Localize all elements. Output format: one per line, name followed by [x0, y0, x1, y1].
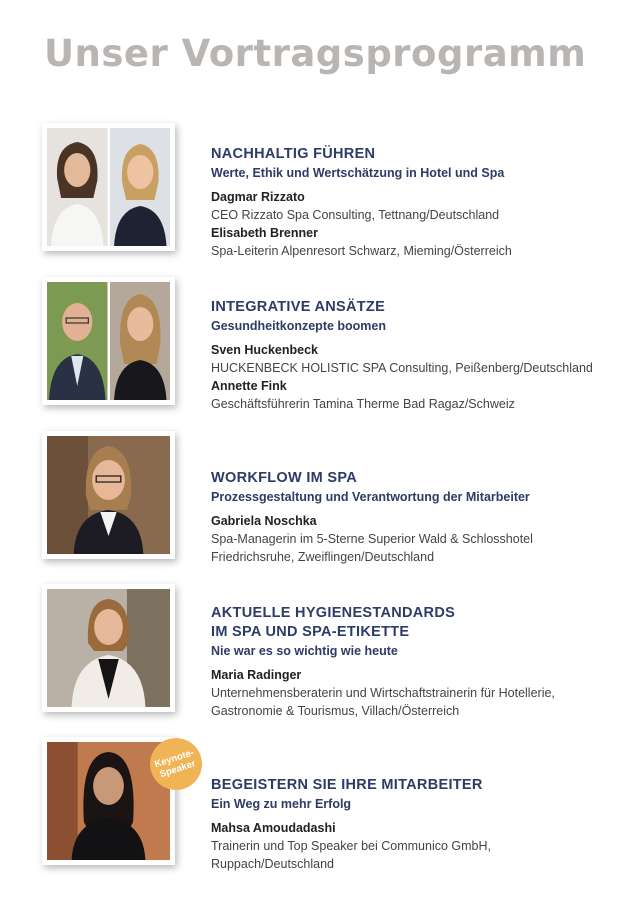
speaker-name: Dagmar Rizzato [211, 190, 305, 204]
talk-title: INTEGRATIVE ANSÄTZE [211, 299, 386, 315]
talk-title-line-1: AKTUELLE HYGIENESTANDARDS [211, 605, 456, 621]
speaker-name: Annette Fink [211, 379, 287, 393]
portrait-maria-radinger [47, 589, 170, 707]
speaker-photo-talk-1 [42, 123, 175, 251]
speaker-name: Sven Huckenbeck [211, 343, 318, 357]
talk-subtitle: Ein Weg zu mehr Erfolg [211, 797, 352, 811]
portrait-sven-huckenbeck [47, 282, 108, 400]
portrait-gabriela-noschka [47, 436, 170, 554]
speaker-role: HUCKENBECK HOLISTIC SPA Consulting, Peißenberg/Deutschland [211, 361, 593, 375]
speaker-name: Elisabeth Brenner [211, 226, 318, 240]
talk-subtitle: Prozessgestaltung und Verantwortung der Mitarbeiter [211, 490, 530, 504]
talk-subtitle: Werte, Ethik und Wertschätzung in Hotel und Spa [211, 166, 505, 180]
talk-subtitle: Gesundheitkonzepte boomen [211, 319, 387, 333]
portrait-elisabeth-brenner [108, 128, 171, 246]
speaker-name: Gabriela Noschka [211, 514, 317, 528]
page-title: Unser Vortragsprogramm [44, 32, 587, 75]
badge-label: Keynote- Speaker [153, 747, 197, 781]
portrait-dagmar-rizzato [47, 128, 108, 246]
speaker-photo-talk-2 [42, 277, 175, 405]
speaker-role: CEO Rizzato Spa Consulting, Tettnang/Deutschland [211, 208, 500, 222]
speaker-role: Spa-Leiterin Alpenresort Schwarz, Mieming/Österreich [211, 244, 512, 258]
speaker-photo-talk-3 [42, 431, 175, 559]
speaker-role: Geschäftsführerin Tamina Therme Bad Ragaz/Schweiz [211, 397, 515, 411]
speaker-role: Spa-Managerin im 5-Sterne Superior Wald & Schlosshotel Friedrichsruhe, Zweiflingen/Deutschland [211, 532, 533, 564]
speaker-name: Maria Radinger [211, 668, 302, 682]
speaker-role: Trainerin und Top Speaker bei Communico GmbH, Ruppach/Deutschland [211, 839, 491, 871]
talk-title: NACHHALTIG FÜHREN [211, 146, 376, 162]
speaker-role: Unternehmensberaterin und Wirtschaftstrainerin für Hotellerie, Gastronomie & Tourismus, Villach/Österreich [211, 686, 555, 718]
speaker-name: Mahsa Amoudadashi [211, 821, 336, 835]
talk-title-line-2: IM SPA UND SPA-ETIKETTE [211, 624, 410, 640]
speaker-photo-talk-4 [42, 584, 175, 712]
portrait-annette-fink [108, 282, 171, 400]
talk-subtitle: Nie war es so wichtig wie heute [211, 644, 398, 658]
talk-title: BEGEISTERN SIE IHRE MITARBEITER [211, 777, 483, 793]
talk-title: WORKFLOW IM SPA [211, 470, 357, 486]
